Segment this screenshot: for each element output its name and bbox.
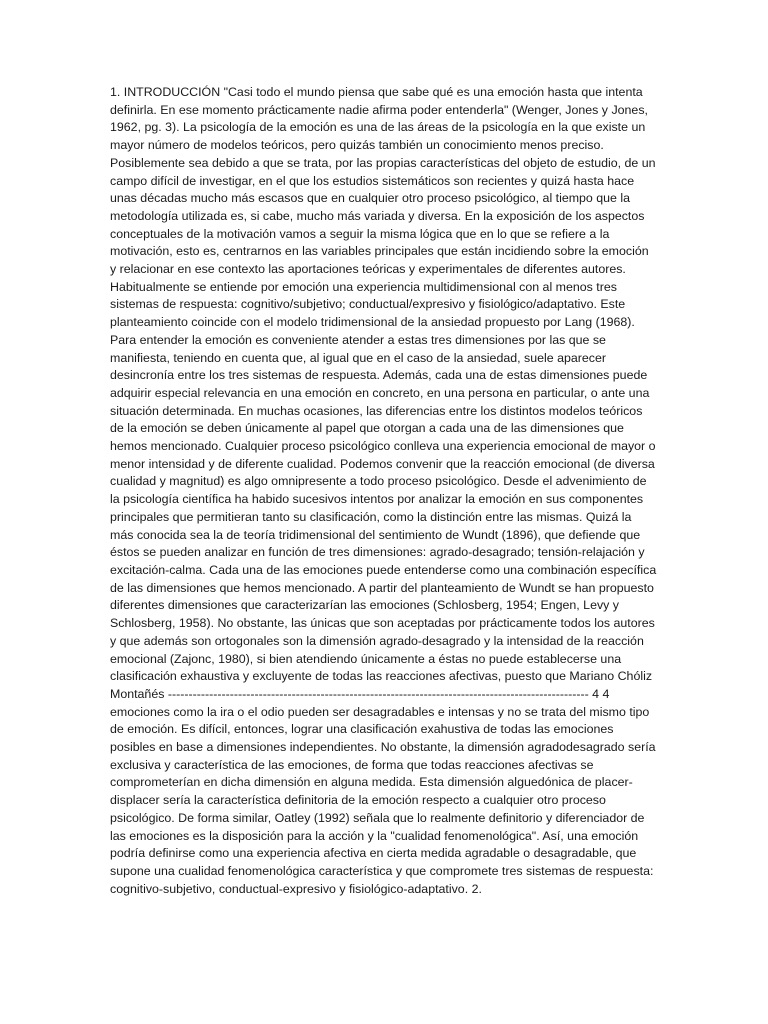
body-paragraph: 1. INTRODUCCIÓN "Casi todo el mundo piensa que sabe qué es una emoción hasta que intenta definirla. En ese momento prácticamente nadie afirma poder entenderla" (Wenger, Jones y Jones, 1962, pg. 3). La psicología de la emoción es una de las áreas de la psicología en la que existe un mayor número de modelos teóricos, pero quizás también un conocimiento menos preciso. Posiblemente sea debido a que se trata, por las propias características del objeto de estudio, de un campo difícil de investigar, en el que los estudios sistemáticos son recientes y quizá hasta hace unas décadas mucho más escasos que en cualquier otro proceso psicológico, al tiempo que la metodología utilizada es, si cabe, mucho más variada y diversa. En la exposición de los aspectos conceptuales de la motivación vamos a seguir la misma lógica que en lo que se refiere a la motivación, esto es, centrarnos en las variables principales que están incidiendo sobre la emoción y relacionar en ese contexto las aportaciones teóricas y experimentales de diferentes autores. Habitualmente se entiende por emoción una experiencia multidimensional con al menos tres sistemas de respuesta: cognitivo/subjetivo; conductual/expresivo y fisiológico/adaptativo. Este planteamiento coincide con el modelo tridimensional de la ansiedad propuesto por Lang (1968). Para entender la emoción es conveniente atender a estas tres dimensiones por las que se manifiesta, teniendo en cuenta que, al igual que en el caso de la ansiedad, suele aparecer desincronía entre los tres sistemas de respuesta. Además, cada una de estas dimensiones puede adquirir especial relevancia en una emoción en concreto, en una persona en particular, o ante una situación determinada. En muchas ocasiones, las diferencias entre los distintos modelos teóricos de la emoción se deben únicamente al papel que otorgan a cada una de las dimensiones que hemos mencionado. Cualquier proceso psicológico conlleva una experiencia emocional de mayor o menor intensidad y de diferente cualidad. Podemos convenir que la reacción emocional (de diversa cualidad y magnitud) es algo omnipresente a todo proceso psicológico. Desde el advenimiento de la psicología científica ha habido sucesivos intentos por analizar la emoción en sus componentes principales que permitieran tanto su clasificación, como la distinción entre las mismas. Quizá la más conocida sea la de teoría tridimensional del sentimiento de Wundt (1896), que defiende que éstos se pueden analizar en función de tres dimensiones: agrado-desagrado; tensión-relajación y excitación-calma. Cada una de las emociones puede entenderse como una combinación específica de las dimensiones que hemos mencionado. A partir del planteamiento de Wundt se han propuesto diferentes dimensiones que caracterizarían las emociones (Schlosberg, 1954; Engen, Levy y Schlosberg, 1958). No obstante, las únicas que son aceptadas por prácticamente todos los autores y que además son ortogonales son la dimensión agrado-desagrado y la intensidad de la reacción emocional (Zajonc, 1980), si bien atendiendo únicamente a éstas no puede establecerse una clasificación exhaustiva y excluyente de todas las reacciones afectivas, puesto que Mariano Chóliz Montañés ------------------------------------------------------------------------------------------------------ 4 4 emociones como la ira o el odio pueden ser desagradables e intensas y no se trata del mismo tipo de emoción. Es difícil, entonces, lograr una clasificación exahustiva de todas las emociones posibles en base a dimensiones independientes. No obstante, la dimensión agradodesagrado sería exclusiva y característica de las emociones, de forma que todas reacciones afectivas se comprometerían en dicha dimensión en alguna medida. Esta dimensión alguedónica de placer-displacer sería la característica definitoria de la emoción respecto a cualquier otro proceso psicológico. De forma similar, Oatley (1992) señala que lo realmente definitorio y diferenciador de las emociones es la disposición para la acción y la "cualidad fenomenológica". Así, una emoción podría definirse como una experiencia afectiva en cierta medida agradable o desagradable, que supone una cualidad fenomenológica característica y que compromete tres sistemas de respuesta: cognitivo-subjetivo, conductual-expresivo y fisiológico-adaptativo. 2.	[110, 85, 657, 896]
document-body	[110, 84, 658, 898]
